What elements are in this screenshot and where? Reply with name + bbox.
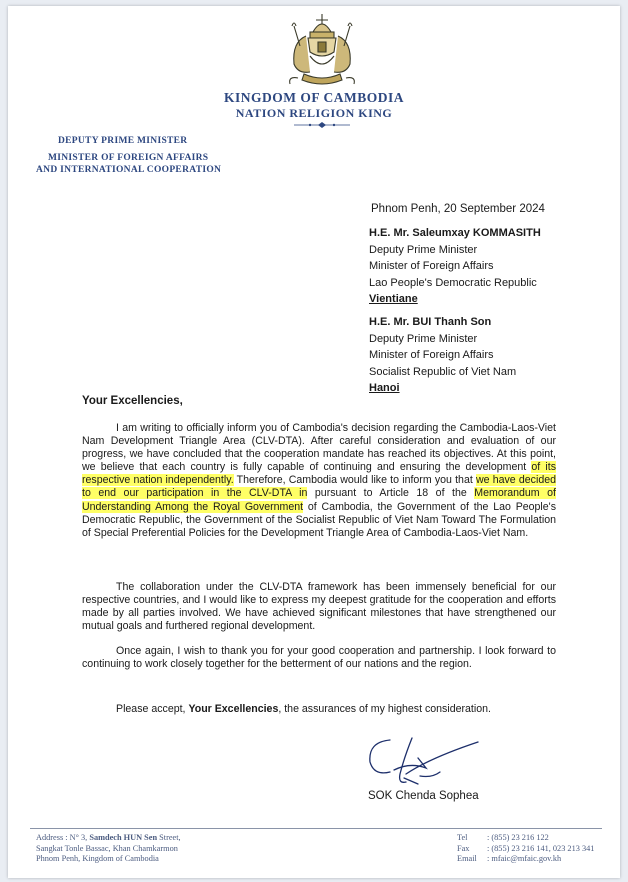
address-street-suffix: Street, <box>157 833 181 842</box>
recipient-title: Deputy Prime Minister <box>369 243 478 256</box>
body-text: The collaboration under the CLV-DTA framework has been immensely beneficial for our respective countries, and I would like to express my deepest gratitude for the cooperation and efforts made by all parties involved. We have achieved significant milestones that have strengthened our mutual goals and furthered regional development. <box>82 581 556 633</box>
tel-value: : (855) 23 216 122 <box>487 833 549 842</box>
fax-label: Fax <box>457 843 470 853</box>
address-label: Address : N° 3, <box>36 833 90 842</box>
letter-date: Phnom Penh, 20 September 2024 <box>371 203 545 215</box>
closing-paragraph <box>82 703 556 716</box>
recipient-title: Minister of Foreign Affairs <box>369 260 494 273</box>
handwritten-signature <box>360 728 490 792</box>
recipient-country: Lao People's Democratic Republic <box>369 276 537 289</box>
sender-title-minister: MINISTER OF FOREIGN AFFAIRS <box>48 153 209 163</box>
recipient-name: H.E. Mr. BUI Thanh Son <box>369 316 492 328</box>
fax-line <box>457 844 594 855</box>
body-text: , the assurances of my highest consideration. <box>278 703 491 715</box>
email-line <box>457 854 594 865</box>
address-line: Phnom Penh, Kingdom of Cambodia <box>36 854 159 864</box>
recipient-block <box>369 314 516 397</box>
signer-name: SOK Chenda Sophea <box>368 790 479 802</box>
address-line: Sangkat Tonle Bassac, Khan Chamkarmon <box>36 843 178 853</box>
email-label: Email <box>457 854 477 864</box>
divider-ornament-icon <box>280 121 364 129</box>
sender-title-deputy-pm: DEPUTY PRIME MINISTER <box>58 136 188 146</box>
footer-divider <box>30 828 602 829</box>
body-text: Once again, I wish to thank you for your good cooperation and partnership. I look forward to continuing to work closely together for the betterment of our nations and the region. <box>82 645 556 671</box>
footer-address <box>36 833 181 865</box>
recipient-block <box>369 225 541 308</box>
recipient-name: H.E. Mr. Saleumxay KOMMASITH <box>369 227 541 239</box>
address-street: Samdech HUN Sen <box>89 833 158 842</box>
body-text: I am writing to officially inform you of Cambodia's decision regarding the Cambodia-Laos-Viet Nam Development Triangle Area (CLV-DTA). After careful consideration and evaluation of our progress, we have concluded that the cooperation mandate has reached its objectives. At this point, we believe that each country is fully capable of continuing and ensuring the development <box>82 422 556 474</box>
letterhead-motto: NATION RELIGION KING <box>235 106 393 120</box>
recipient-city: Vientiane <box>369 293 418 306</box>
recipient-city: Hanoi <box>369 382 400 395</box>
body-text: Please accept, <box>116 703 189 715</box>
letter-page <box>8 6 620 878</box>
tel-line <box>457 833 594 844</box>
recipient-country: Socialist Republic of Viet Nam <box>369 365 517 378</box>
recipient-title: Deputy Prime Minister <box>369 332 478 345</box>
tel-label: Tel <box>457 833 468 842</box>
footer-contact <box>457 833 594 865</box>
body-paragraph <box>82 645 556 671</box>
recipient-title: Minister of Foreign Affairs <box>369 349 494 362</box>
highlighted-text: we have decided to end our participation in the CLV-DTA in <box>82 474 556 500</box>
body-paragraph <box>82 422 556 540</box>
body-text: Therefore, Cambodia would like to inform you that <box>233 474 476 487</box>
letterhead-kingdom: KINGDOM OF CAMBODIA <box>224 90 404 105</box>
fax-value: : (855) 23 216 141, 023 213 341 <box>487 843 595 853</box>
body-text: pursuant to Article 18 of the <box>307 487 475 500</box>
highlighted-text: Memorandum of Understanding Among the Royal Government <box>82 487 556 513</box>
sender-title-cooperation: AND INTERNATIONAL COOPERATION <box>36 165 222 175</box>
email-link[interactable]: : mfaic@mfaic.gov.kh <box>487 854 562 864</box>
highlighted-text: of its respective nation independently. <box>82 461 556 487</box>
royal-arms-emblem-icon <box>280 12 364 92</box>
body-text: of Cambodia, the Government of the Lao People's Democratic Republic, the Government of the Socialist Republic of Viet Nam Toward The Formulation of Special Preferential Policies for the Development Triangle Area of Cambodia-Laos-Viet Nam. <box>82 500 556 539</box>
address-line <box>36 833 181 844</box>
body-paragraph <box>82 581 556 633</box>
body-text-bold: Your Excellencies <box>188 703 279 715</box>
salutation: Your Excellencies, <box>82 395 183 407</box>
